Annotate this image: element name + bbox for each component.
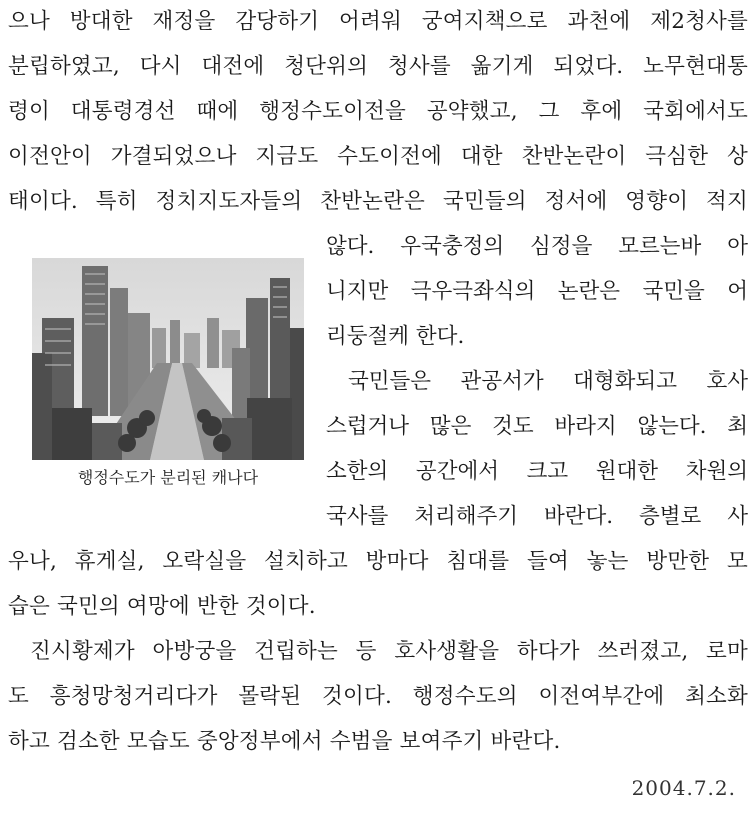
date-stamp: 2004.7.2. [631, 776, 736, 800]
text-line: 않다. 우국충정의 심정을 모르는바 아 [326, 234, 748, 259]
text-line: 우나, 휴게실, 오락실을 설치하고 방마다 침대를 들여 놓는 방만한 모 [8, 549, 748, 574]
text-line: 니지만 극우극좌식의 논란은 국민을 어 [326, 279, 748, 304]
text-line: 스럽거나 많은 것도 바라지 않는다. 최 [326, 414, 748, 439]
text-line: 습은 국민의 여망에 반한 것이다. [8, 594, 316, 619]
text-line: 국민들은 관공서가 대형화되고 호사 [348, 369, 748, 394]
city-skyline-photo [32, 258, 304, 460]
text-line: 령이 대통령경선 때에 행정수도이전을 공약했고, 그 후에 국회에서도 [8, 99, 748, 124]
text-line: 진시황제가 아방궁을 건립하는 등 호사생활을 하다가 쓰러졌고, 로마 [30, 639, 748, 664]
text-line: 도 흥청망청거리다가 몰락된 것이다. 행정수도의 이전여부간에 최소화 [8, 684, 748, 709]
text-line: 태이다. 특히 정치지도자들의 찬반논란은 국민들의 정서에 영향이 적지 [8, 189, 748, 214]
text-line: 하고 검소한 모습도 중앙정부에서 수범을 보여주기 바란다. [8, 729, 561, 754]
text-line: 국사를 처리해주기 바란다. 층별로 사 [326, 504, 748, 529]
text-line: 으나 방대한 재정을 감당하기 어려워 궁여지책으로 과천에 제2청사를 [8, 9, 748, 34]
figure-caption: 행정수도가 분리된 캐나다 [77, 468, 259, 487]
text-line: 이전안이 가결되었으나 지금도 수도이전에 대한 찬반논란이 극심한 상 [8, 144, 748, 169]
text-line: 소한의 공간에서 크고 원대한 차원의 [326, 459, 748, 484]
text-line: 분립하였고, 다시 대전에 청단위의 청사를 옮기게 되었다. 노무현대통 [8, 54, 748, 79]
text-line: 리둥절케 한다. [326, 324, 465, 349]
